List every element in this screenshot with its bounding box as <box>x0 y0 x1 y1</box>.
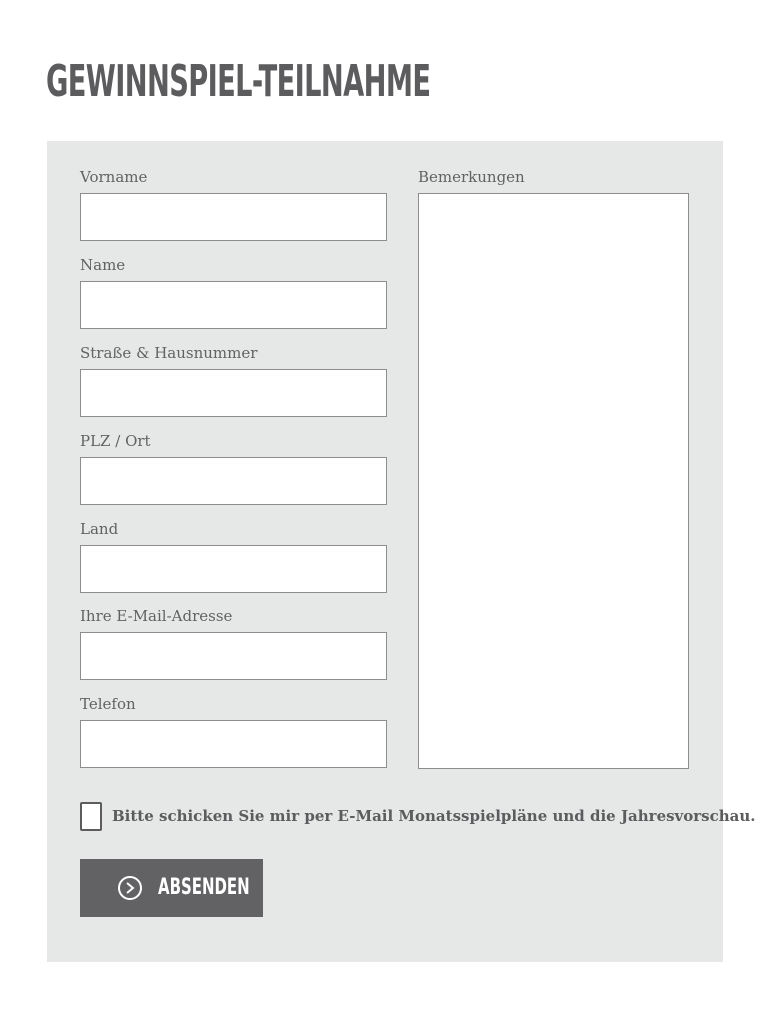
newsletter-label: Bitte schicken Sie mir per E-Mail Monatsspielpläne und die Jahresvorschau. <box>112 807 756 825</box>
phone-label: Telefon <box>80 695 136 713</box>
street-input[interactable] <box>80 369 387 417</box>
chevron-right-circle-icon <box>118 876 142 900</box>
street-label: Straße & Hausnummer <box>80 344 258 362</box>
submit-label: ABSENDEN <box>158 875 250 900</box>
page-title: GEWINNSPIEL-TEILNAHME <box>46 56 431 107</box>
country-input[interactable] <box>80 545 387 593</box>
zip-city-input[interactable] <box>80 457 387 505</box>
phone-input[interactable] <box>80 720 387 768</box>
last-name-input[interactable] <box>80 281 387 329</box>
notes-label: Bemerkungen <box>418 168 525 186</box>
zip-city-label: PLZ / Ort <box>80 432 151 450</box>
notes-textarea[interactable] <box>418 193 689 769</box>
newsletter-checkbox[interactable] <box>80 802 102 831</box>
email-input[interactable] <box>80 632 387 680</box>
last-name-label: Name <box>80 256 126 274</box>
entry-form <box>47 141 756 962</box>
country-label: Land <box>80 520 119 538</box>
first-name-input[interactable] <box>80 193 387 241</box>
submit-button[interactable] <box>80 859 263 917</box>
first-name-label: Vorname <box>80 168 148 186</box>
email-label: Ihre E-Mail-Adresse <box>80 607 233 625</box>
